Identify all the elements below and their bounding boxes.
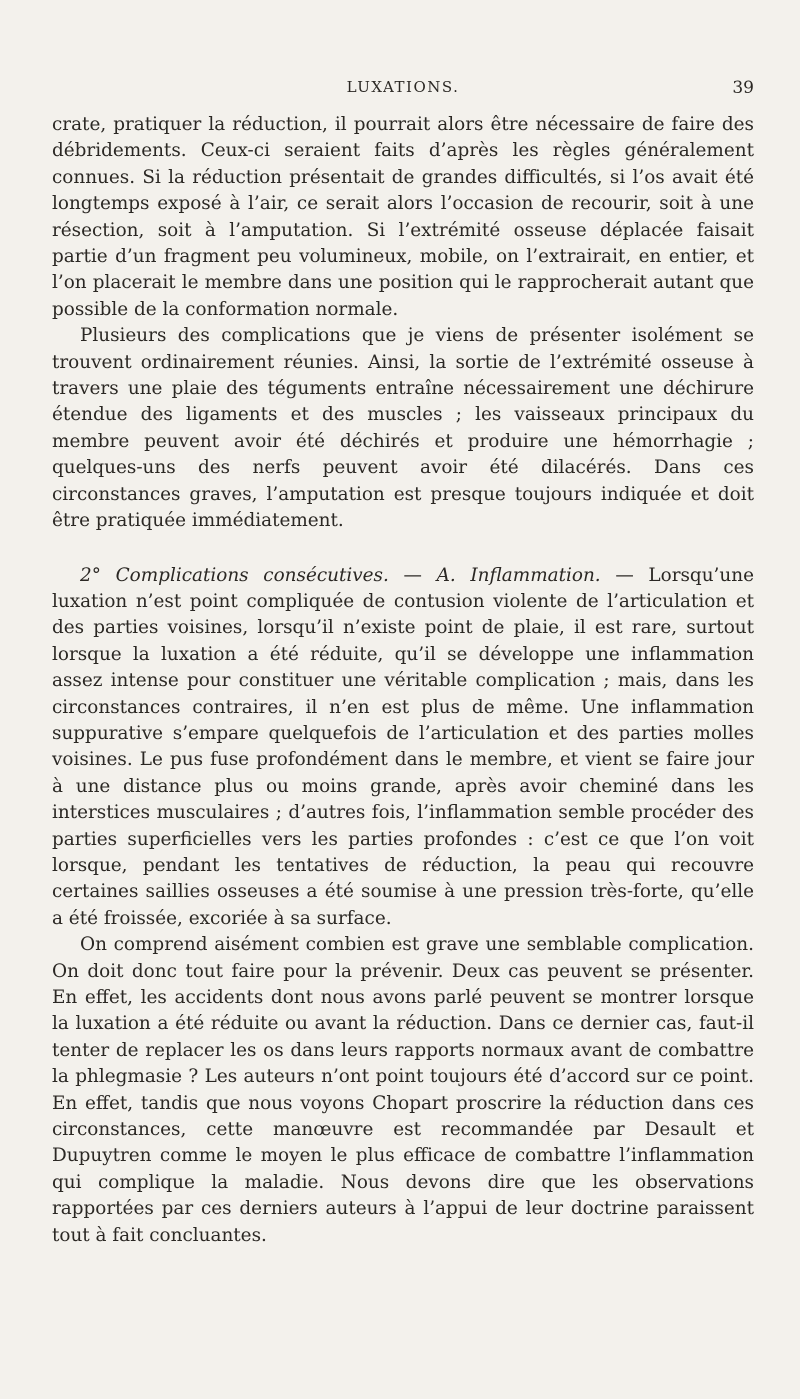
book-page [52,0,754,1399]
running-title: LUXATIONS. [346,78,460,96]
heading-dash: — [600,564,649,586]
paragraph-gravite: On comprend aisément combien est grave une semblable complication. On doit donc tout faire pour la prévenir. Deux cas peuvent se présenter. En effet, les accidents dont nous avons parlé peuvent se montrer lorsque la luxation a été réduite ou avant la réduction. Dans ce dernier cas, faut-il tenter de replacer les os dans leurs rapports normaux avant de combattre la phlegmasie ? Les auteurs n’ont point toujours été d’accord sur ce point. En effet, tandis que nous voyons Chopart proscrire la réduction dans ces circonstances, cette manœuvre est recommandée par Desault et Dupuytren comme le moyen le plus efficace de combattre l’inflammation qui complique la maladie. Nous devons dire que les observations rapportées par ces derniers auteurs à l’appui de leur doctrine paraissent tout à fait concluantes. [52,934,754,1246]
body-text [52,112,754,1249]
section-heading-complications-consecutives: 2° Complications consécutives. [80,564,389,586]
heading-dash: — [388,564,437,586]
paragraph-continuation: crate, pratiquer la réduction, il pourrait alors être nécessaire de faire des débridements. Ceux-ci seraient faits d’après les règles généralement connues. Si la réduction présentait de grandes difficultés, si l’os avait été longtemps exposé à l’air, ce serait alors l’occasion de recourir, soit à une résection, soit à l’amputation. Si l’extrémité osseuse déplacée faisait partie d’un fragment peu volumineux, mobile, on l’extrairait, en entier, et l’on placerait le membre dans une position qui le rapprocherait autant que possible de la conformation normale. [52,114,754,320]
subsection-heading-inflammation: A. Inflammation. [436,564,601,586]
paragraph-complications-reunies: Plusieurs des complications que je viens de présenter isolément se trouvent ordinairement réunies. Ainsi, la sortie de l’extrémité osseuse à travers une plaie des téguments entraîne nécessairement une déchirure étendue des ligaments et des muscles ; les vaisseaux principaux du membre peuvent avoir été déchirés et produire une hémorrhagie ; quelques-uns des nerfs peuvent avoir été dilacérés. Dans ces circonstances graves, l’amputation est presque toujours indiquée et doit être pratiquée immédiatement. [52,325,754,532]
page-number: 39 [732,78,754,98]
paragraph-inflammation [52,563,754,933]
paragraph-inflammation-body: Lorsqu’une luxation n’est point compliquée de contusion violente de l’articulation et des parties voisines, lorsqu’il n’existe point de plaie, il est rare, surtout lorsque la luxation a été réduite, qu’il se développe une inflammation assez intense pour constituer une véritable complication ; mais, dans les circonstances contraires, il n’en est plus de même. Une inflammation suppurative s’empare quelquefois de l’articulation et des parties molles voisines. Le pus fuse profondément dans le membre, et vient se faire jour à une distance plus ou moins grande, après avoir cheminé dans les interstices musculaires ; d’autres fois, l’inflammation semble procéder des parties superficielles vers les parties profondes : c’est ce que l’on voit lorsque, pendant les tentatives de réduction, la peau qui recouvre certaines saillies osseuses a été soumise à une pression très-forte, qu’elle a été froissée, excoriée à sa surface. [52,564,754,929]
running-head [52,78,754,102]
